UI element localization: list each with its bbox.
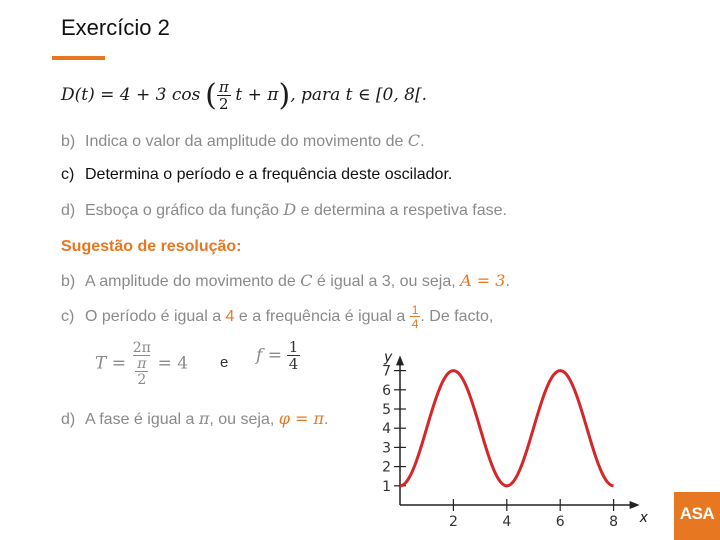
item-b: b) Indica o valor da amplitude do movimento de C.: [61, 131, 425, 150]
suggestion-heading: Sugestão de resolução:: [61, 238, 242, 255]
chart-curve: [400, 371, 614, 486]
formula: D(t) = 4 + 3 cos ( $\frac{\pi}{2}$ t + π), para t ∈ [0, 8[.: [61, 77, 428, 113]
x-axis-label: x: [639, 510, 648, 526]
asa-logo: ASA: [674, 492, 720, 540]
item-c: c) Determina o período e a frequência deste oscilador.: [61, 166, 453, 183]
y-tick-label: 1: [382, 478, 391, 495]
y-tick-label: 4: [382, 421, 391, 438]
x-tick-label: 8: [609, 514, 619, 530]
formula-inner: t + π: [235, 84, 279, 105]
period-equation: T = $\frac{2\pi}{\frac{\pi}{2}}$ = 4: [95, 340, 189, 388]
y-axis-label: y: [384, 349, 393, 366]
y-tick-label: 3: [382, 440, 391, 457]
formula-domain: , para t ∈ [0, 8[.: [290, 84, 428, 105]
x-tick-label: 6: [555, 514, 565, 530]
cosine-chart: [370, 340, 648, 530]
x-tick-label: 2: [448, 514, 458, 530]
answer-c: c) O período é igual a 4 e a frequência é igual a $\frac{1}{4}$ . De facto,: [61, 303, 494, 331]
y-tick-label: 6: [382, 382, 391, 399]
y-tick-label: 2: [382, 459, 391, 476]
y-tick-label: 5: [382, 402, 391, 418]
x-tick-label: 4: [502, 514, 512, 530]
x-axis-arrow: [630, 501, 640, 509]
answer-b: b) A amplitude do movimento de C é igual a 3, ou seja, A = 3.: [61, 271, 510, 290]
y-axis-arrow: [396, 355, 404, 365]
page-title: Exercício 2: [61, 15, 170, 40]
and-word: e: [220, 354, 229, 371]
formula-lhs: D(t) = 4 + 3 cos: [61, 84, 201, 105]
item-d: d) Esboça o gráfico da função D e determina a respetiva fase.: [61, 200, 507, 219]
y-tick-label: 7: [382, 363, 391, 380]
formula-fraction: $\frac{\pi}{2}$: [218, 77, 229, 113]
answer-d: d) A fase é igual a π, ou seja, φ = π.: [61, 409, 329, 428]
title-underline: [52, 56, 105, 60]
frequency-equation: f = $\frac{1}{4}$: [256, 338, 299, 373]
